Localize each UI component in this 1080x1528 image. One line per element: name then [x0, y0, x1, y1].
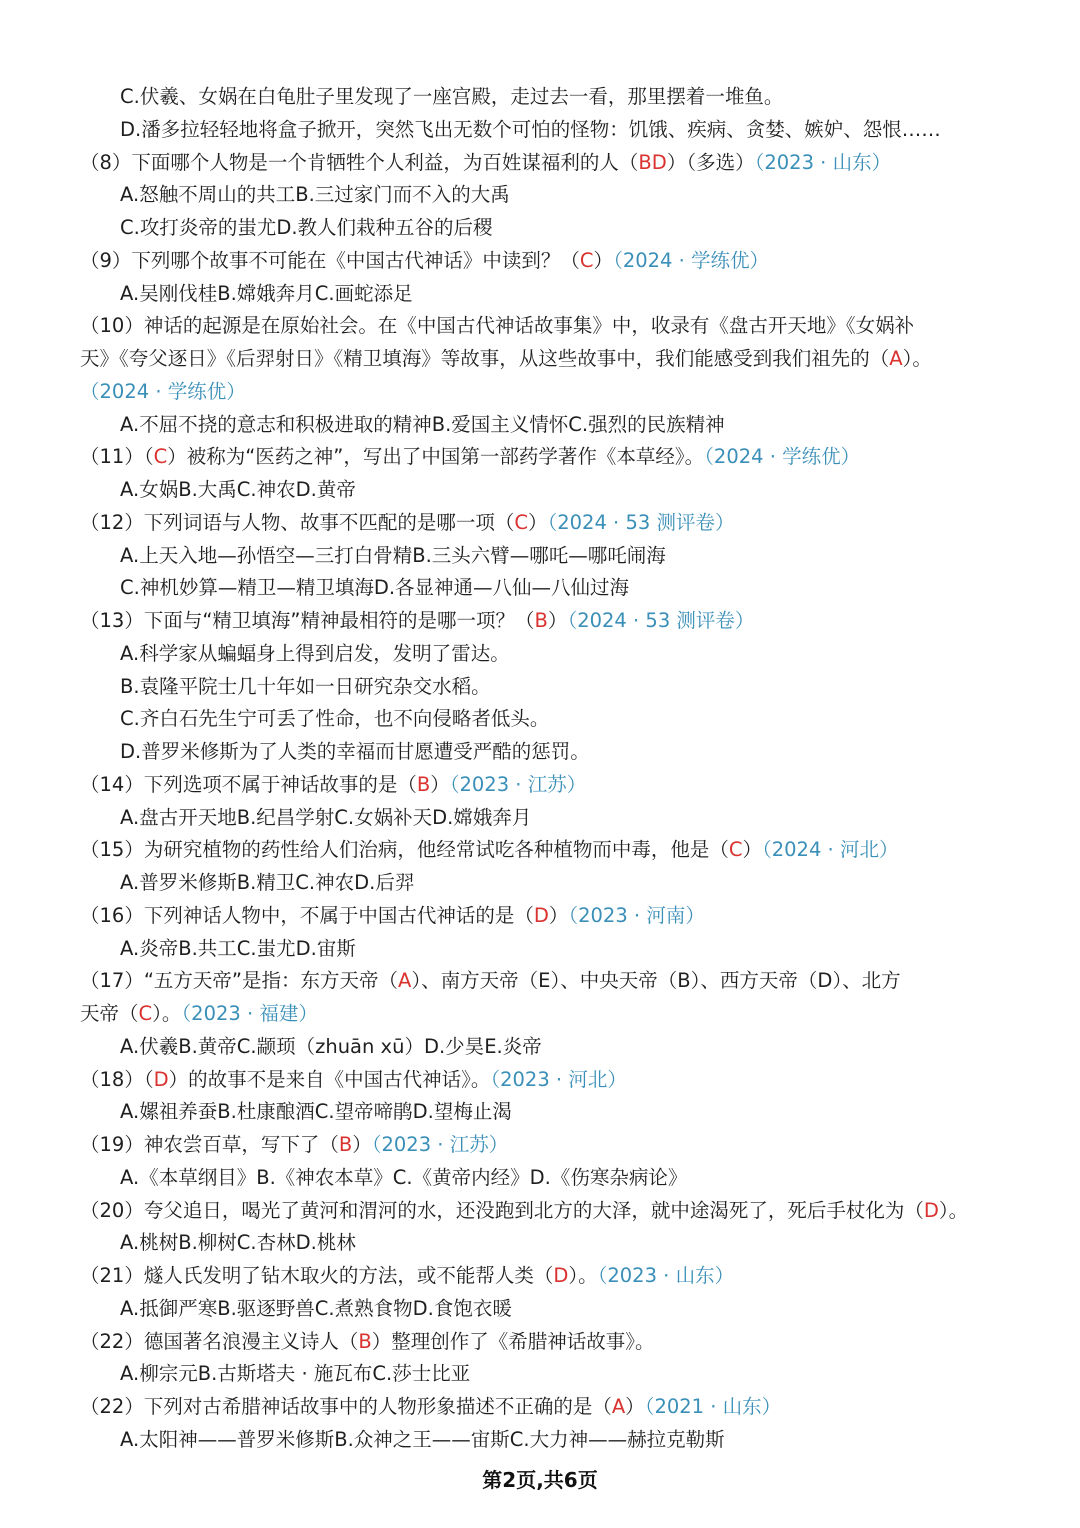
- question-text: （12）下列词语与人物、故事不匹配的是哪一项（: [80, 510, 515, 534]
- question-text: ）。: [938, 1198, 969, 1222]
- option-row: [120, 735, 1008, 768]
- option-item: B.大禹: [178, 478, 237, 501]
- option-row: [120, 80, 1008, 113]
- option-item: A.炎帝: [120, 936, 179, 960]
- option-item: D.望梅止渴: [412, 1100, 512, 1124]
- question-text: ）: [625, 1395, 645, 1418]
- option-item: D.少昊: [423, 1034, 485, 1058]
- question-text: （21）燧人氏发明了钻木取火的方法，或不能帮人类（: [80, 1264, 554, 1287]
- answer-mark: A: [398, 969, 412, 993]
- question-text: （14）下列选项不属于神话故事的是（: [80, 772, 417, 796]
- option-item: A.上天入地—孙悟空—三打白骨精: [120, 543, 413, 567]
- source-tag: （2023 · 河南）: [568, 903, 705, 927]
- option-item: D.桃林: [295, 1231, 356, 1255]
- option-item: B.驱逐野兽: [217, 1296, 315, 1320]
- option-item: A.太阳神——普罗米修斯: [120, 1427, 335, 1451]
- question-text: （11）（: [80, 445, 154, 469]
- option-text: C.齐白石先生宁可丢了性命，也不向侵略者低头。: [120, 707, 550, 731]
- question-text: ）整理创作了《希腊神话故事》。: [371, 1329, 655, 1353]
- option-row: [120, 1292, 1008, 1325]
- source-tag: （2024 · 学练优）: [613, 248, 770, 272]
- question-text: ）。: [152, 1002, 182, 1025]
- option-item: C.《黄帝内经》: [392, 1165, 530, 1189]
- question-text: ）。: [902, 347, 932, 370]
- source-tag: （2023 · 河北）: [490, 1067, 627, 1091]
- page-footer: 第2页,共6页: [482, 1468, 598, 1492]
- option-item: D.各显神通—八仙—八仙过海: [373, 576, 630, 600]
- question-line: [80, 1063, 1008, 1096]
- question-text: ）: [527, 510, 548, 534]
- question-line: [80, 342, 1008, 375]
- answer-mark: D: [153, 1067, 169, 1091]
- option-item: A.抵御严寒: [120, 1296, 218, 1320]
- question-line: [80, 997, 1008, 1030]
- question-text: （20）夸父追日，喝光了黄河和渭河的水，还没跑到北方的大泽，就中途渴死了，死后手杖化为（: [80, 1198, 924, 1222]
- answer-mark: C: [514, 510, 528, 534]
- option-item: C.杏林: [236, 1231, 296, 1255]
- option-row: [120, 670, 1008, 703]
- question-line: [80, 244, 1008, 277]
- option-item: C.莎士比亚: [372, 1362, 471, 1386]
- answer-mark: D: [533, 903, 549, 927]
- option-item: A.吴刚伐桂: [120, 281, 218, 305]
- option-item: A.怒触不周山的共工: [120, 183, 296, 207]
- option-item: C.蚩尤: [236, 936, 296, 960]
- question-text: ）: [352, 1133, 372, 1156]
- question-text: （9）下列哪个故事不可能在《中国古代神话》中读到？（: [80, 248, 580, 272]
- answer-mark: D: [923, 1198, 939, 1222]
- question-text: （10）神话的起源是在原始社会。在《中国古代神话故事集》中，收录有《盘古开天地》《女娲补: [80, 314, 915, 338]
- question-text: ）。: [568, 1264, 598, 1287]
- question-text: （22）德国著名浪漫主义诗人（: [80, 1329, 359, 1353]
- answer-mark: C: [138, 1002, 153, 1025]
- option-item: B.精卫: [236, 871, 296, 894]
- option-row: [120, 473, 1008, 506]
- option-item: A.桃树: [120, 1231, 179, 1255]
- question-text: ）: [547, 609, 568, 632]
- option-row: [120, 932, 1008, 965]
- option-item: A.不屈不挠的意志和积极进取的精神: [120, 412, 432, 436]
- question-line: [80, 964, 1008, 997]
- option-item: D.《伤寒杂病论》: [529, 1165, 688, 1189]
- option-row: [120, 178, 1008, 211]
- answer-mark: D: [553, 1264, 569, 1287]
- option-item: D.黄帝: [295, 478, 356, 501]
- source-tag: （2023 · 山东）: [754, 150, 892, 174]
- source-tag: （2024 · 河北）: [761, 838, 899, 862]
- answer-mark: B: [416, 772, 431, 796]
- source-tag: （2024 · 学练优）: [80, 379, 246, 403]
- option-item: A.普罗米修斯: [120, 871, 237, 894]
- answer-mark: C: [579, 248, 594, 272]
- option-item: D.教人们栽种五谷的后稷: [276, 216, 493, 239]
- question-text: 天帝（: [80, 1002, 139, 1025]
- option-item: B.三头六臂—哪吒—哪吒闹海: [412, 543, 666, 567]
- option-item: C.女娲补天: [334, 805, 433, 829]
- source-tag: （2023 · 江苏）: [449, 772, 587, 796]
- answer-mark: BD: [638, 150, 667, 174]
- option-item: A.女娲: [120, 478, 179, 501]
- source-tag: （2021 · 山东）: [644, 1395, 782, 1418]
- question-text: 天》《夸父逐日》《后羿射日》《精卫填海》等故事，从这些故事中，我们能感受到我们祖先的（: [80, 347, 890, 370]
- option-text: D.潘多拉轻轻地将盒子掀开，突然飞出无数个可怕的怪物：饥饿、疾病、贪婪、嫉妒、怨恨……: [120, 117, 941, 141]
- question-line: [80, 375, 1008, 408]
- question-line: [80, 604, 1008, 637]
- question-line: [80, 146, 1008, 179]
- option-item: A.柳宗元: [120, 1362, 198, 1386]
- question-text: ）被称为“医药之神”，写出了中国第一部药学著作《本草经》。: [167, 445, 705, 469]
- answer-mark: C: [153, 445, 168, 469]
- question-text: （8）下面哪个人物是一个肯牺牲个人利益，为百姓谋福利的人（: [80, 150, 639, 174]
- source-tag: （2023 · 福建）: [181, 1002, 318, 1025]
- option-item: B.杜康酿酒: [217, 1100, 315, 1124]
- question-text: （15）为研究植物的药性给人们治病，他经常试吃各种植物而中毒，他是（: [80, 838, 729, 862]
- option-row: [120, 637, 1008, 670]
- option-item: B.爱国主义情怀: [431, 412, 569, 436]
- answer-mark: B: [338, 1133, 353, 1156]
- question-line: [80, 440, 1008, 473]
- question-text: ）（多选）: [666, 150, 755, 174]
- option-item: C.颛顼（zhuān xū）: [236, 1034, 424, 1058]
- question-text: （13）下面与“精卫填海”精神最相符的是哪一项？（: [80, 609, 535, 632]
- option-row: [120, 1226, 1008, 1259]
- question-line: [80, 506, 1008, 539]
- option-item: A.伏羲: [120, 1034, 179, 1058]
- question-line: [80, 1128, 1008, 1161]
- question-line: [80, 899, 1008, 932]
- question-line: [80, 768, 1008, 801]
- option-item: B.共工: [178, 936, 237, 960]
- question-text: ）的故事不是来自《中国古代神话》。: [168, 1067, 491, 1091]
- option-row: [120, 1357, 1008, 1390]
- option-row: [120, 1030, 1008, 1063]
- option-item: D.食饱衣暖: [412, 1296, 512, 1320]
- option-item: C.神农: [236, 478, 296, 501]
- option-row: [120, 211, 1008, 244]
- option-item: C.望帝啼鹃: [314, 1100, 413, 1124]
- question-line: [80, 1390, 1008, 1423]
- option-row: [120, 113, 1008, 146]
- question-line: [80, 1325, 1008, 1358]
- option-item: B.《神农本草》: [256, 1165, 393, 1189]
- option-item: D.宙斯: [295, 936, 356, 960]
- option-item: D.后羿: [354, 871, 415, 894]
- option-row: [120, 1161, 1008, 1194]
- option-row: [120, 801, 1008, 834]
- question-text: ）: [548, 903, 569, 927]
- option-row: [120, 408, 1008, 441]
- option-item: C.煮熟食物: [314, 1296, 413, 1320]
- answer-mark: B: [358, 1329, 372, 1353]
- question-text: ）: [742, 838, 762, 862]
- option-item: C.大力神——赫拉克勒斯: [509, 1427, 725, 1451]
- option-item: C.神机妙算—精卫—精卫填海: [120, 576, 374, 600]
- option-text: B.袁隆平院士几十年如一日研究杂交水稻。: [120, 674, 491, 698]
- option-item: A.嫘祖养蚕: [120, 1100, 218, 1124]
- option-row: [120, 1095, 1008, 1128]
- option-item: A.盘古开天地: [120, 805, 237, 829]
- question-line: [80, 1194, 1008, 1227]
- option-item: B.柳树: [178, 1231, 237, 1255]
- option-row: [120, 539, 1008, 572]
- question-text: （16）下列神话人物中，不属于中国古代神话的是（: [80, 903, 534, 927]
- question-text: （18）（: [80, 1067, 154, 1091]
- source-tag: （2024 · 学练优）: [704, 445, 861, 469]
- source-tag: （2024 · 53 测评卷）: [547, 510, 735, 534]
- question-text: ）: [593, 248, 614, 272]
- option-item: D.嫦娥奔月: [432, 805, 532, 829]
- question-line: [80, 833, 1008, 866]
- question-line: [80, 309, 1008, 342]
- option-item: C.神农: [295, 871, 355, 894]
- option-item: B.三过家门而不入的大禹: [295, 183, 510, 207]
- option-item: C.强烈的民族精神: [568, 412, 725, 436]
- option-text: A.科学家从蝙蝠身上得到启发，发明了雷达。: [120, 641, 510, 665]
- answer-mark: A: [889, 347, 903, 370]
- answer-mark: A: [611, 1395, 626, 1418]
- option-item: E.炎帝: [484, 1034, 542, 1058]
- option-item: B.纪昌学射: [236, 805, 335, 829]
- source-tag: （2023 · 江苏）: [371, 1133, 509, 1156]
- option-item: B.众神之王——宙斯: [334, 1427, 510, 1451]
- question-text: ）、南方天帝（E）、中央天帝（B）、西方天帝（D）、北方: [411, 969, 901, 993]
- option-row: [120, 866, 1008, 899]
- option-row: [120, 1423, 1008, 1456]
- option-row: [120, 571, 1008, 604]
- option-item: A.《本草纲目》: [120, 1165, 257, 1189]
- question-text: （19）神农尝百草，写下了（: [80, 1133, 339, 1156]
- option-row: [120, 277, 1008, 310]
- option-item: C.攻打炎帝的蚩尤: [120, 216, 277, 239]
- question-text: （17）“五方天帝”是指：东方天帝（: [80, 969, 399, 993]
- option-text: C.伏羲、女娲在白龟肚子里发现了一座宫殿，走过去一看，那里摆着一堆鱼。: [120, 85, 784, 108]
- option-item: C.画蛇添足: [314, 281, 413, 305]
- question-text: ）: [430, 772, 450, 796]
- answer-mark: C: [728, 838, 743, 862]
- question-line: [80, 1259, 1008, 1292]
- option-text: D.普罗米修斯为了人类的幸福而甘愿遭受严酷的惩罚。: [120, 740, 590, 763]
- option-row: [120, 702, 1008, 735]
- question-text: （22）下列对古希腊神话故事中的人物形象描述不正确的是（: [80, 1395, 612, 1418]
- answer-mark: B: [534, 609, 548, 632]
- option-item: B.嫦娥奔月: [217, 281, 315, 305]
- source-tag: （2024 · 53 测评卷）: [567, 609, 755, 632]
- source-tag: （2023 · 山东）: [597, 1264, 735, 1287]
- option-item: B.古斯塔夫 · 施瓦布: [197, 1362, 373, 1386]
- option-item: B.黄帝: [178, 1034, 237, 1058]
